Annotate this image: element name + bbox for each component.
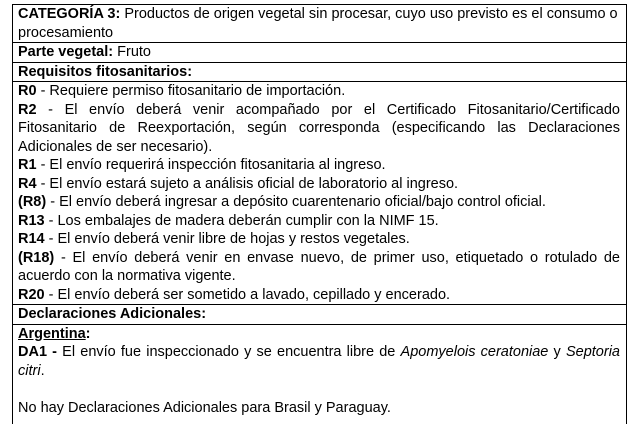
category-text: Productos de origen vegetal sin procesar, cuyo uso previsto es el consumo o procesamiento — [18, 6, 618, 41]
requirement-code: R1 — [18, 157, 37, 173]
requirement-code: R0 — [18, 83, 37, 99]
requirement-text: - El envío deberá venir libre de hojas y restos vegetales. — [44, 231, 410, 247]
requirements-list-row — [13, 82, 626, 305]
declaration-text: y — [548, 344, 566, 360]
country-colon: : — [85, 325, 91, 342]
requirement-item — [18, 175, 620, 194]
requirement-item — [18, 193, 620, 212]
declaration-text: El envío fue inspeccionado y se encuentra libre de — [57, 344, 401, 360]
plant-part-label: Parte vegetal: — [18, 44, 114, 60]
pest-name: Apomyelois ceratoniae — [400, 344, 549, 360]
requirement-item — [18, 249, 620, 286]
additional-note: No hay Declaraciones Adicionales para Brasil y Paraguay. — [18, 400, 391, 416]
declaration-text: . — [40, 362, 45, 379]
country-line — [18, 325, 620, 344]
requirement-text: - El envío deberá ser sometido a lavado, cepillado y encerado. — [44, 286, 451, 303]
plant-part-row — [13, 43, 626, 63]
requirement-code: R20 — [18, 286, 45, 303]
pest-name: Septoria citri — [18, 344, 620, 379]
requirement-code: R14 — [18, 231, 45, 247]
additional-content-row — [13, 325, 626, 424]
requirements-heading-row — [13, 63, 626, 83]
additional-heading-row — [13, 305, 626, 325]
declaration-code: DA1 - — [18, 344, 58, 360]
requirement-item — [18, 101, 620, 157]
plant-part-value: Fruto — [113, 44, 151, 60]
requirement-item — [18, 230, 620, 249]
requirement-text: - El envío deberá venir acompañado por el Certificado Fitosanitario/Certificado Fitosanitario de Reexportación, según corresponda (especificando las Declaraciones Adicionales de ser necesario). — [18, 101, 620, 155]
phytosanitary-requirements-table — [12, 4, 627, 424]
requirement-text: - El envío deberá ingresar a depósito cuarentenario oficial/bajo control oficial. — [46, 194, 546, 210]
requirement-code: (R18) — [18, 249, 55, 266]
spacer — [18, 380, 620, 399]
additional-declaration — [18, 343, 620, 380]
requirement-code: (R8) — [18, 194, 47, 210]
requirement-text: - Requiere permiso fitosanitario de importación. — [36, 83, 346, 99]
requirement-text: - El envío deberá venir en envase nuevo, de primer uso, etiquetado o rotulado de acuerdo con la normativa vigente. — [18, 249, 620, 284]
category-row — [13, 5, 626, 43]
requirement-code: R4 — [18, 175, 37, 192]
requirement-item — [18, 156, 620, 175]
requirement-code: R13 — [18, 212, 45, 229]
requirement-text: - Los embalajes de madera deberán cumplir con la NIMF 15. — [44, 212, 439, 229]
requirement-text: - El envío requerirá inspección fitosanitaria al ingreso. — [36, 157, 386, 173]
category-label: CATEGORÍA 3: — [18, 6, 121, 22]
requirement-code: R2 — [18, 101, 37, 118]
requirement-item — [18, 212, 620, 231]
country-name: Argentina — [18, 325, 86, 342]
requirements-heading: Requisitos fitosanitarios: — [18, 63, 193, 80]
requirement-item — [18, 82, 620, 101]
additional-heading: Declaraciones Adicionales: — [18, 306, 207, 322]
requirement-text: - El envío estará sujeto a análisis oficial de laboratorio al ingreso. — [36, 175, 459, 192]
requirement-item — [18, 286, 620, 305]
